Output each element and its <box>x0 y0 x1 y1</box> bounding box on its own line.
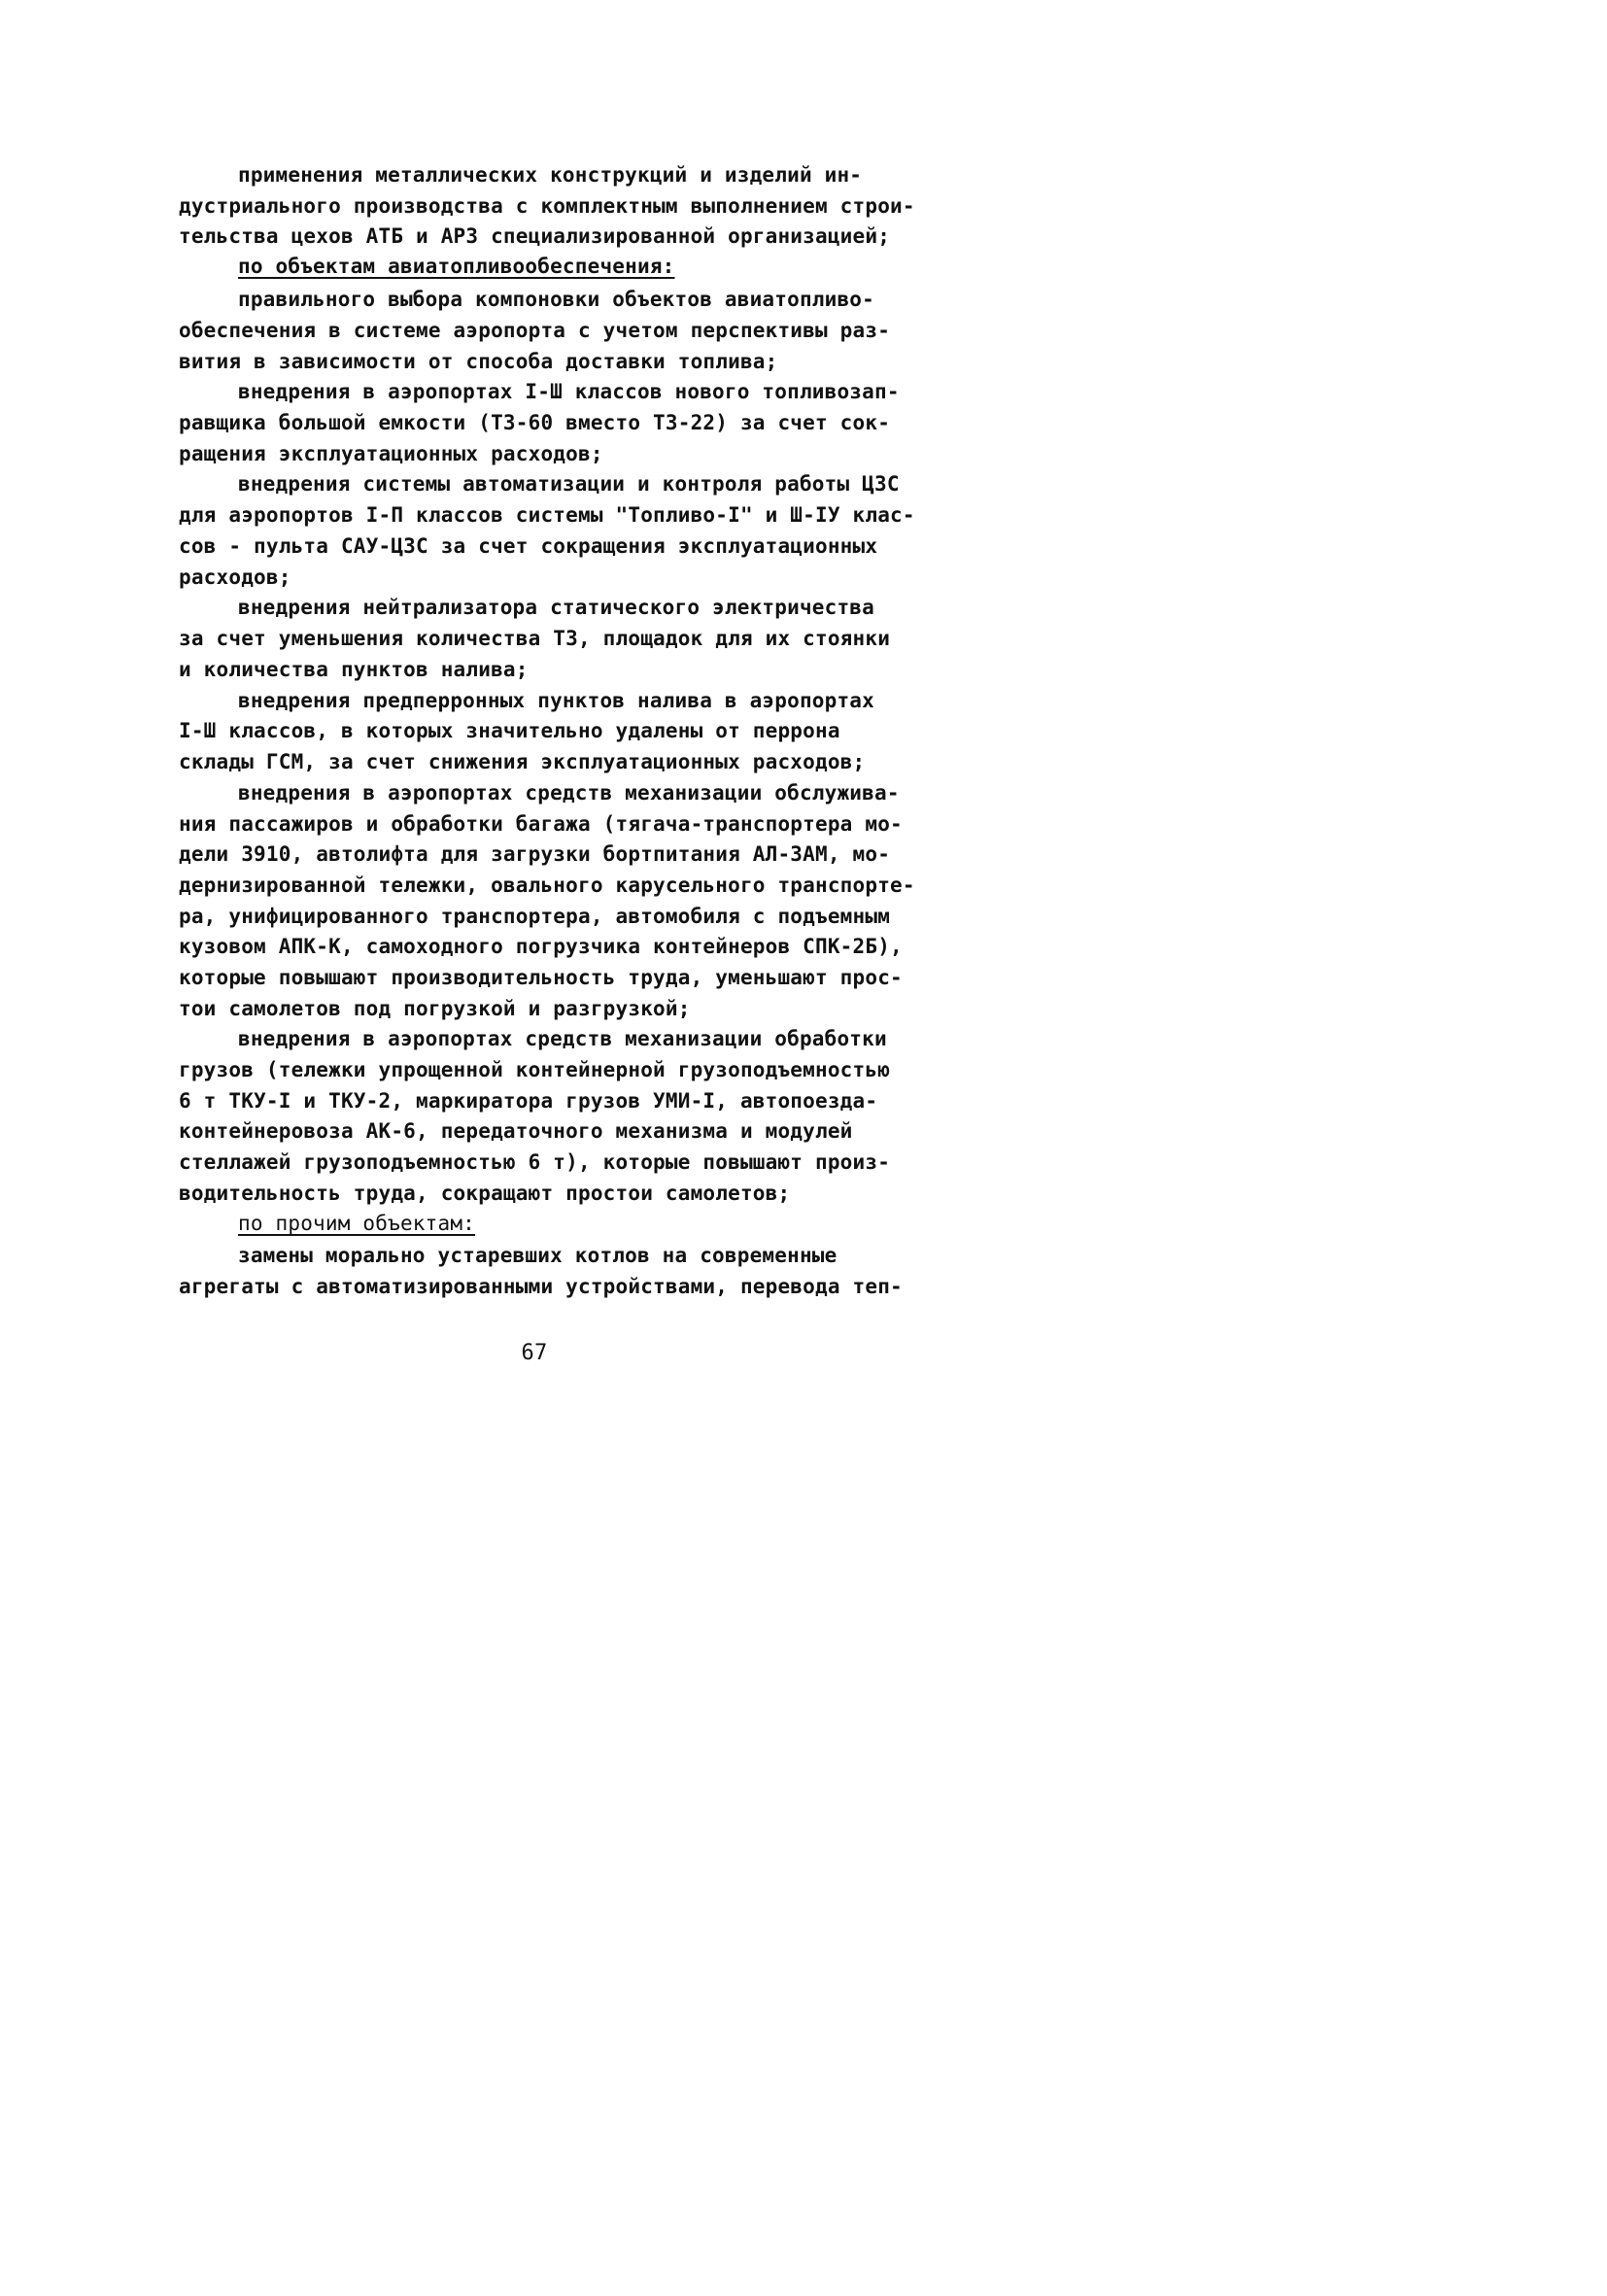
text-line: контейнеровоза АК-6, передаточного механизма и модулей <box>179 1119 853 1143</box>
text-line: стеллажей грузоподъемностью 6 т), которые повышают произ- <box>179 1150 891 1174</box>
text-line: вития в зависимости от способа доставки топлива; <box>179 350 778 373</box>
text-line: дустриального производства с комплектным выполнением строи- <box>179 194 915 218</box>
text-line: обеспечения в системе аэропорта с учетом перспективы раз- <box>179 319 891 342</box>
text-line: внедрения в аэропортах средств механизации обслужива- <box>238 781 900 805</box>
text-line: внедрения предперронных пунктов налива в аэропортах <box>238 689 874 712</box>
text-line: внедрения системы автоматизации и контроля работы ЦЗС <box>238 472 900 496</box>
text-line: и количества пунктов налива; <box>179 658 529 681</box>
text-line: склады ГСМ, за счет снижения эксплуатационных расходов; <box>179 750 866 773</box>
text-line: агрегаты с автоматизированными устройствами, перевода теп- <box>179 1275 903 1298</box>
section-heading: по прочим объектам: <box>238 1212 476 1235</box>
text-line: 6 т ТКУ-I и ТКУ-2, маркиратора грузов УМИ-I, автопоезда- <box>179 1089 878 1113</box>
text-line: замены морально устаревших котлов на современные <box>238 1244 838 1267</box>
text-line: для аэропортов I-П классов системы "Топливо-I" и Ш-IУ клас- <box>179 503 915 527</box>
text-line: I-Ш классов, в которых значительно удалены от перрона <box>179 719 840 742</box>
document-page <box>0 0 1069 1526</box>
text-line: равщика большой емкости (ТЗ-60 вместо ТЗ-22) за счет сок- <box>179 411 891 434</box>
text-line: ра, унифицированного транспортера, автомобиля с подъемным <box>179 905 891 928</box>
text-line: расходов; <box>179 565 291 589</box>
text-line: тельства цехов АТБ и АРЗ специализированной организацией; <box>179 224 891 248</box>
text-line: внедрения в аэропортах средств механизации обработки <box>238 1027 887 1050</box>
text-line: внедрения нейтрализатора статического электричества <box>238 596 874 619</box>
text-line: дели 3910, автолифта для загрузки бортпитания АЛ-3АМ, мо- <box>179 842 891 866</box>
page-number: 67 <box>521 1341 548 1365</box>
text-line: водительность труда, сокращают простои самолетов; <box>179 1182 791 1205</box>
text-line: ращения эксплуатационных расходов; <box>179 442 603 465</box>
section-heading: по объектам авиатопливообеспечения: <box>238 255 675 278</box>
text-line: за счет уменьшения количества ТЗ, площадок для их стоянки <box>179 627 891 650</box>
text-line: которые повышают производительность труда, уменьшают прос- <box>179 966 903 989</box>
text-line: внедрения в аэропортах I-Ш классов нового топливозап- <box>238 380 900 403</box>
text-line: ния пассажиров и обработки багажа (тягача-транспортера мо- <box>179 812 903 836</box>
text-line: правильного выбора компоновки объектов авиатопливо- <box>238 288 874 311</box>
text-line: кузовом АПК-К, самоходного погрузчика контейнеров СПК-2Б), <box>179 935 903 958</box>
text-line: дернизированной тележки, овального карусельного транспорте- <box>179 874 915 897</box>
text-line: грузов (тележки упрощенной контейнерной грузоподъемностью <box>179 1058 891 1081</box>
text-line: сов - пульта САУ-ЦЗС за счет сокращения эксплуатационных <box>179 534 878 558</box>
text-line: применения металлических конструкций и изделий ин- <box>238 163 863 187</box>
text-line: тои самолетов под погрузкой и разгрузкой; <box>179 997 691 1020</box>
